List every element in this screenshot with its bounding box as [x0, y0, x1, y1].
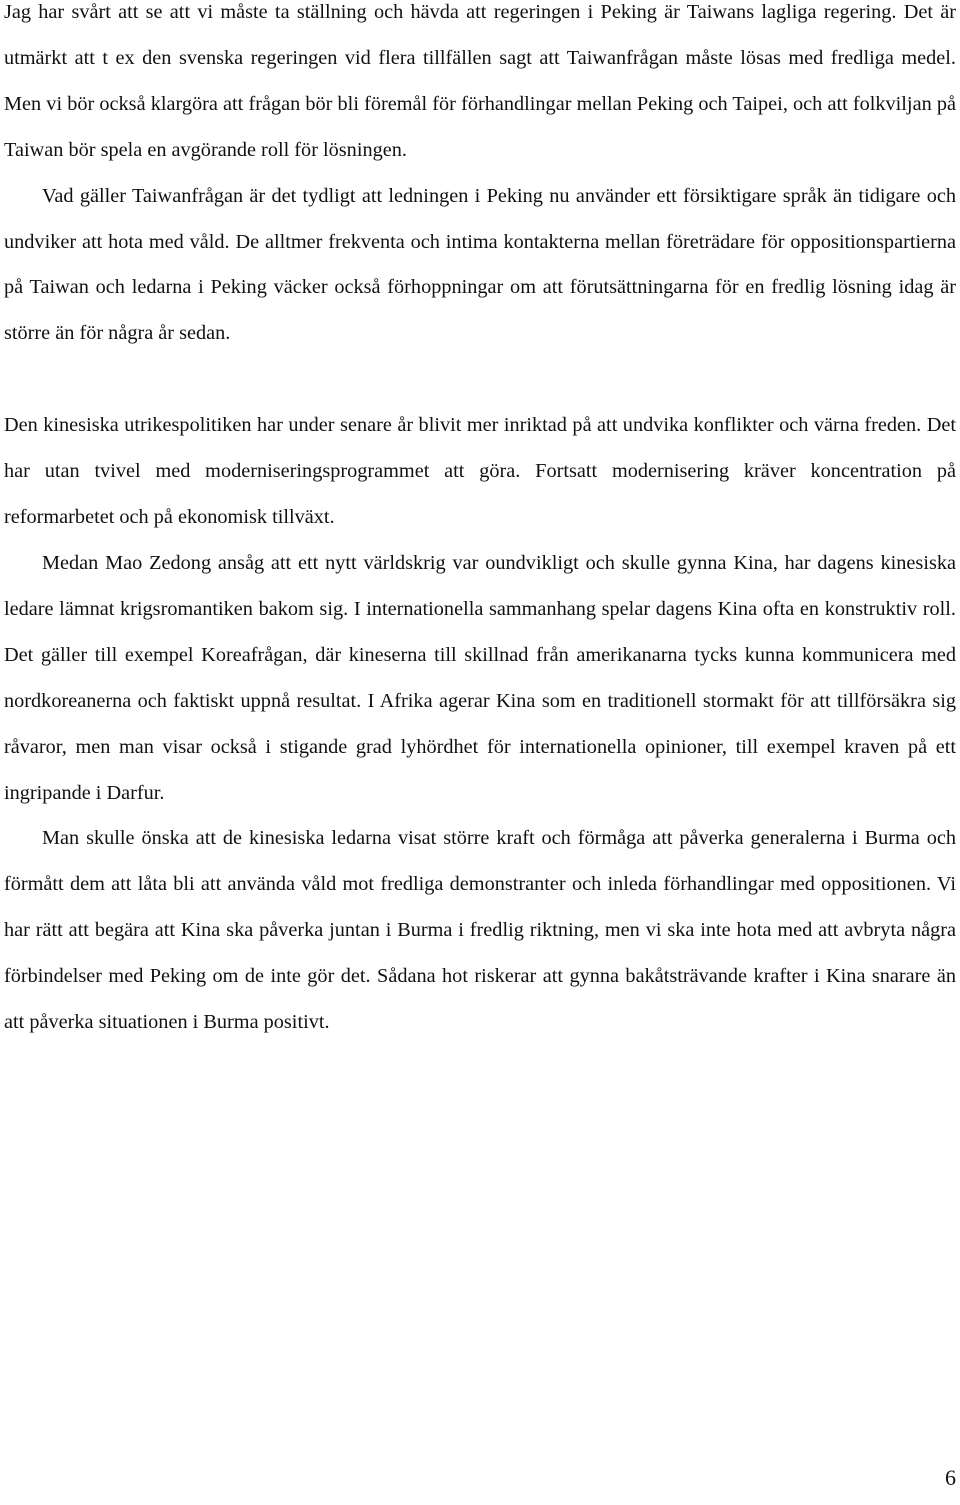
document-page — [4, 0, 956, 1046]
paragraph-taiwan-question: Vad gäller Taiwanfrågan är det tydligt att ledningen i Peking nu använder ett försiktigare språk än tidigare och undviker att hota med våld. De alltmer frekventa och intima kontakterna mellan företrädare för oppositionspartierna på Taiwan och ledarna i Peking väcker också förhoppningar om att förutsättningarna för en fredlig lösning idag är större än för några år sedan. — [4, 184, 956, 345]
paragraph-foreign-policy: Den kinesiska utrikespolitiken har under senare år blivit mer inriktad på att undvika konflikter och värna freden. Det har utan tvivel med moderniseringsprogrammet att göra. Fortsatt modernisering kräver koncentration på reformarbetet och på ekonomisk tillväxt. — [4, 414, 956, 529]
page-number: 6 — [945, 1465, 956, 1490]
paragraph-mao-zedong: Medan Mao Zedong ansåg att ett nytt världskrig var oundvikligt och skulle gynna Kina, har dagens kinesiska ledare lämnat krigsromantiken bakom sig. I internationella sammanhang spelar dagens Kina ofta en konstruktiv roll. Det gäller till exempel Koreafrågan, där kineserna till skillnad från amerikanarna tycks kunna kommunicera med nordkoreanerna och faktiskt uppnå resultat. I Afrika agerar Kina som en traditionell stormakt för att tillförsäkra sig råvaror, men man visar också i stigande grad lyhördhet för internationella opinioner, till exempel kraven på ett ingripande i Darfur. — [4, 551, 956, 804]
paragraph-taiwan-legitimacy: Jag har svårt att se att vi måste ta ställning och hävda att regeringen i Peking är Taiwans lagliga regering. Det är utmärkt att t ex den svenska regeringen vid flera tillfällen sagt att Taiwanfrågan måste lösas med fredliga medel. Men vi bör också klargöra att frågan bör bli föremål för förhandlingar mellan Peking och Taipei, och att folkviljan på Taiwan bör spela en avgörande roll för lösningen. — [4, 1, 956, 161]
paragraph-burma: Man skulle önska att de kinesiska ledarna visat större kraft och förmåga att påverka generalerna i Burma och förmått dem att låta bli att använda våld mot fredliga demonstranter och inleda förhandlingar med oppositionen. Vi har rätt att begära att Kina ska påverka juntan i Burma i fredlig riktning, men vi ska inte hota med att avbryta några förbindelser med Peking om de inte gör det. Sådana hot riskerar att gynna bakåtsträvande krafter i Kina snarare än att påverka situationen i Burma positivt. — [4, 827, 956, 1034]
